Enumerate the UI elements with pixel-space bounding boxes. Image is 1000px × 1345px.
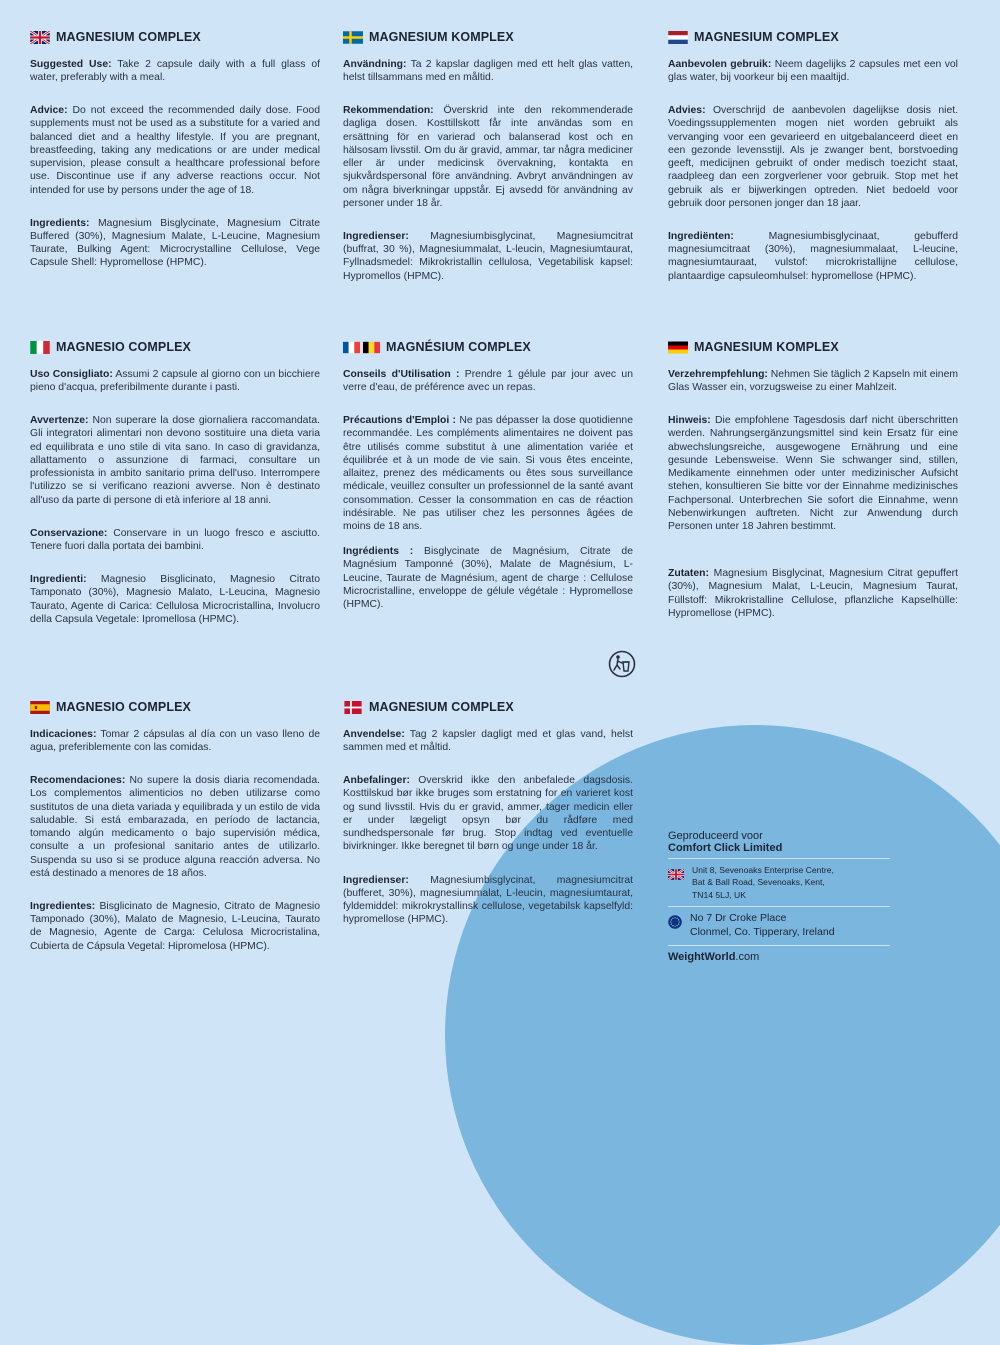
advice-paragraph: Précautions d'Emploi : Ne pas dépasser la dose quotidienne recommandée. Les compléments alimentaires ne doivent pas être utilisés comme substitut à une alimentation variée et équilibrée et à un mode de vie sain. Si vous êtes enceinte, allaitez, prenez des médicaments ou êtes sous surveillance médicale, veuillez consulter un professionnel de la santé avant consommation. Cesser la consommation en cas de réaction indésirable. Ne pas utiliser chez les personnes âgées de moins de 18 ans. [343, 415, 633, 532]
spain-flag-icon [30, 701, 50, 714]
section-de [668, 340, 958, 632]
produced-for-label: Geproduceerd voor [668, 830, 763, 842]
brand-website: WeightWorld.com [668, 945, 890, 963]
ingredients-paragraph: Ingredienser: Magnesiumbisglycinat, Magnesiumcitrat (buffrat, 30 %), Magnesiummalat, L-leucin, Magnesiumtaurat, Fyllnadsmedel: Mikrokristallin cellulosa, Vegetabilisk kapsel: Hypromellos (HPMC). [343, 230, 633, 282]
usage-paragraph: Anvendelse: Tag 2 kapsler dagligt med et glas vand, helst sammen med et måltid. [343, 728, 633, 754]
ingredients-paragraph: Ingredienti: Magnesio Bisglicinato, Magnesio Citrato Tamponato (30%), Magnesio Malato, L-Leucina, Magnesio Taurato, Agente di Carica: Cellulosa Microcristallina, Involucro della Capsula Vegetale: Ipromellosa (HPMC). [30, 574, 320, 625]
usage-paragraph: Verzehrempfehlung: Nehmen Sie täglich 2 Kapseln mit einem Glas Wasser ein, vorzugsweise zu einer Mahlzeit. [668, 368, 958, 394]
section-es [30, 700, 320, 965]
netherlands-flag-icon [668, 31, 688, 44]
uk-address: Unit 8, Sevenoaks Enterprise Centre, Bat & Ball Road, Sevenoaks, Kent, TN14 5LJ, UK [668, 858, 890, 906]
section-uk [30, 30, 320, 282]
sweden-flag-icon [343, 31, 363, 44]
manufacturer-info [668, 830, 890, 963]
usage-paragraph: Conseils d'Utilisation : Prendre 1 gélule par jour avec un verre d'eau, de préférence avec un repas. [343, 368, 633, 394]
section-nl [668, 30, 958, 295]
advice-paragraph: Recomendaciones: No supere la dosis diaria recomendada. Los complementos alimenticios no deben utilizarse como sustitutos de una dieta variada y equilibrada y un estilo de vida saludable. Si está embarazada, en período de lactancia, tomando algún medicamento o bajo supervisión médica, consulte a un profesional sanitario antes de utilizarlo. Suspenda su uso si se produce alguna reacción adversa. No está destinado a menores de 18 años. [30, 775, 320, 879]
eu-flag-icon [668, 915, 682, 929]
section-se [343, 30, 633, 295]
storage-paragraph: Conservazione: Conservare in un luogo fresco e asciutto. Tenere fuori dalla portata dei bambini. [30, 527, 320, 552]
section-title: MAGNESIUM COMPLEX [30, 30, 320, 46]
advice-paragraph: Advice: Do not exceed the recommended daily dose. Food supplements must not be used as a substitute for a varied and balanced diet and a healthy lifestyle. If you are pregnant, breastfeeding, taking any medications or are under medical supervision, please consult a healthcare professional before use. Discontinue use if any adverse reactions occur. Not intended for use by persons under the age of 18. [30, 105, 320, 196]
section-title: MAGNESIUM COMPLEX [668, 30, 958, 46]
ingredients-paragraph: Ingredientes: Bisglicinato de Magnesio, Citrato de Magnesio Tamponado (30%), Malato de Magnesio, L-Leucina, Taurato de Magnesio, Agente de Carga: Celulosa Microcristalina, Cubierta de Cápsula Vegetal: Hipromelosa (HPMC). [30, 900, 320, 952]
ingredients-paragraph: Zutaten: Magnesium Bisglycinat, Magnesium Citrat gepuffert (30%), Magnesium Malat, L-Leucin, Magnesium Taurat, Füllstoff: Mikrokristalline Cellulose, pflanzliche Kapselhülle: Hypromellose (HPMC). [668, 568, 958, 619]
recycle-bin-person-icon [608, 650, 636, 678]
advice-paragraph: Anbefalinger: Overskrid ikke den anbefalede dagsdosis. Kosttilskud bør ikke bruges som erstatning for en varieret kost og sund livsstil. Hvis du er gravid, ammer, tager medicin eller er under lægeligt opsyn bør du rådføre med sundhedspersonale før brug. Stop indtag ved eventuelle bivirkninger. Ikke beregnet til børn og unge under 18 år. [343, 775, 633, 853]
usage-paragraph: Indicaciones: Tomar 2 cápsulas al día con un vaso lleno de agua, preferiblemente con las comidas. [30, 728, 320, 754]
ingredients-paragraph: Ingredients: Magnesium Bisglycinate, Magnesium Citrate Buffered (30%), Magnesium Malate, L-Leucine, Magnesium Taurate, Bulking Agent: Microcrystalline Cellulose, Vege Capsule Shell: Hypromellose (HPMC). [30, 217, 320, 269]
section-title: MAGNESIUM KOMPLEX [343, 30, 633, 46]
usage-paragraph: Suggested Use: Take 2 capsule daily with a full glass of water, preferably with a meal. [30, 58, 320, 84]
germany-flag-icon [668, 341, 688, 354]
section-title: MAGNÉSIUM COMPLEX [343, 340, 633, 356]
ingredients-paragraph: Ingrédients : Bisglycinate de Magnésium, Citrate de Magnésium Tamponné (30%), Malate de Magnésium, L-Leucine, Taurate de Magnésium, agent de charge : Cellulose Microcristalline, enveloppe de gélule végétale : Hypromellose (HPMC). [343, 546, 633, 610]
advice-paragraph: Hinweis: Die empfohlene Tagesdosis darf nicht überschritten werden. Nahrungsergänzungsmittel sind kein Ersatz für eine abwechslungsreiche, ausgewogene Ernährung und eine gesunde Lebensweise. Wenn Sie schwanger sind, stillen, Medikamente einnehmen oder unter medizinischer Aufsicht stehen, konsultieren Sie bitte vor der Einnahme medizinisches Fachpersonal. Unterbrechen Sie sofort die Einnahme, wenn Nebenwirkungen auftreten. Nicht zur Anwendung durch Personen unter 18 Jahren bestimmt. [668, 415, 958, 532]
usage-paragraph: Aanbevolen gebruik: Neem dagelijks 2 capsules met een vol glas water, bij voorkeur bij een maaltijd. [668, 58, 958, 84]
section-fr [343, 340, 633, 623]
belgium-flag-icon [363, 341, 380, 354]
section-title: MAGNESIO COMPLEX [30, 700, 320, 716]
uk-flag-icon [30, 31, 50, 44]
company-name: Comfort Click Limited [668, 842, 783, 854]
usage-paragraph: Användning: Ta 2 kapslar dagligen med ett helt glas vatten, helst tillsammans med en måltid. [343, 58, 633, 84]
advice-paragraph: Rekommendation: Överskrid inte den rekommenderade dagliga dosen. Kosttillskott får inte användas som en ersättning för en varierad och balanserad kost och en hälsosam livsstil. Om du är gravid, ammar, tar några mediciner eller är under medicinsk övervakning, kontakta en sjukvårdspersonal före användning. Avbryt användningen av om några biverkningar uppstår. Ej avsedd för användning av personer under 18 år. [343, 105, 633, 209]
advice-paragraph: Advies: Overschrijd de aanbevolen dagelijkse dosis niet. Voedingssupplementen mogen niet worden gebruikt als vervanging voor een gevarieerd en uitgebalanceerd dieet en een gezonde levensstijl. Als je zwanger bent, borstvoeding geeft, medicijnen gebruikt of onder medisch toezicht staat, raadpleeg dan een zorgverlener voor gebruik. Stop met het gebruik als er bijwerkingen optreden. Niet bedoeld voor gebruik door personen jonger dan 18 jaar. [668, 105, 958, 209]
section-title: MAGNESIUM COMPLEX [343, 700, 633, 716]
denmark-flag-icon [343, 701, 363, 714]
italy-flag-icon [30, 341, 50, 354]
section-title: MAGNESIO COMPLEX [30, 340, 320, 356]
section-title: MAGNESIUM KOMPLEX [668, 340, 958, 356]
ingredients-paragraph: Ingredienser: Magnesiumbisglycinat, magnesiumcitrat (bufferet, 30%), magnesiummalat, L-leucin, magnesiumtaurat, fyldemiddel: mikrokrystallinsk cellulose, vegetabilsk kapselfyld: hypromellose (HPMC). [343, 874, 633, 926]
uk-flag-icon [668, 869, 684, 880]
france-flag-icon [343, 341, 360, 354]
ingredients-paragraph: Ingrediënten: Magnesiumbisglycinaat, gebufferd magnesiumcitraat (30%), magnesiummalaat, L-leucine, magnesiumtauraat, vulstof: microkristallijne cellulose, plantaardige capsuleomhulsel: hypromellose (HPMC). [668, 230, 958, 282]
section-dk [343, 700, 633, 938]
section-it [30, 340, 320, 638]
advice-paragraph: Avvertenze: Non superare la dose giornaliera raccomandata. Gli integratori alimentari non devono sostituire una dieta varia ed equilibrata e uno stile di vita sano. In caso di gravidanza, allattamento o assunzione di farmaci, consultare un professionista in ambito sanitario prima dell'uso. Interrompere l'utilizzo se si verificano reazioni avverse. Non è destinato all'uso da parte di persone di età inferiore al 18 anni. [30, 415, 320, 506]
eu-address: No 7 Dr Croke Place Clonmel, Co. Tipperary, Ireland [668, 906, 890, 944]
usage-paragraph: Uso Consigliato: Assumi 2 capsule al giorno con un bicchiere pieno d'acqua, preferibilmente durante i pasti. [30, 368, 321, 394]
